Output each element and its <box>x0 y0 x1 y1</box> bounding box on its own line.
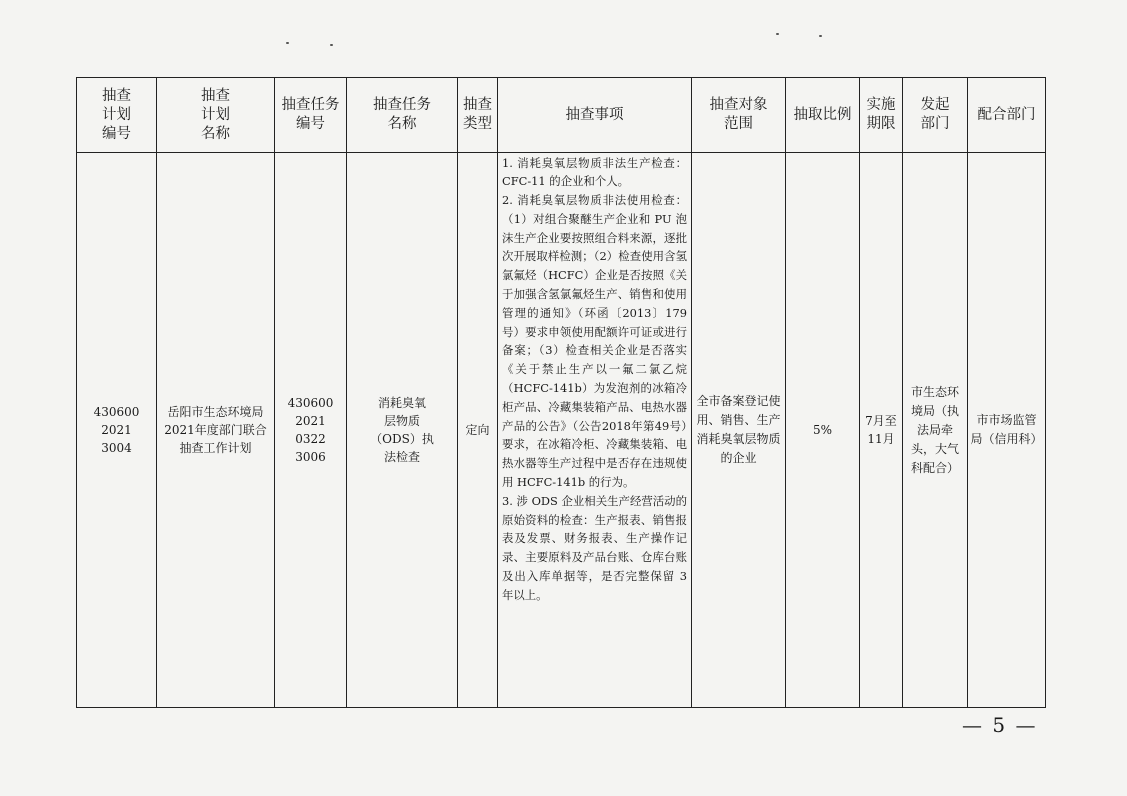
scan-speck <box>330 44 333 46</box>
type-cell: 定向 <box>458 153 498 708</box>
header-partner: 配合部门 <box>968 78 1046 153</box>
header-row <box>77 78 1046 153</box>
partner-cell: 市市场监管 局（信用科） <box>968 153 1046 708</box>
plan-no-cell: 430600 2021 3004 <box>77 153 157 708</box>
page-number: — 5 — <box>962 713 1038 737</box>
header-plan-name: 抽查 计划 名称 <box>157 78 275 153</box>
task-no-cell: 430600 2021 0322 3006 <box>275 153 347 708</box>
header-period: 实施 期限 <box>860 78 903 153</box>
header-scope: 抽查对象 范围 <box>692 78 786 153</box>
header-task-name: 抽查任务 名称 <box>347 78 458 153</box>
scan-speck <box>819 35 822 37</box>
items-list <box>498 154 691 707</box>
item-3: 3. 涉 ODS 企业相关生产经营活动的原始资料的检查：生产报表、销售报表及发票、财务报表、生产操作记录、主要原料及产品台账、仓库台账及出入库单据等，是否完整保留 3 年以上。 <box>502 493 687 602</box>
inspection-plan-table <box>76 77 1046 708</box>
scan-speck <box>776 33 779 35</box>
plan-name-cell: 岳阳市生态环境局 2021年度部门联合 抽查工作计划 <box>157 153 275 708</box>
header-initiator: 发起 部门 <box>903 78 968 153</box>
header-type: 抽查 类型 <box>458 78 498 153</box>
header-ratio: 抽取比例 <box>786 78 860 153</box>
scope-cell: 全市备案登记使用、销售、生产消耗臭氧层物质的企业 <box>692 153 786 708</box>
header-items: 抽查事项 <box>498 78 692 153</box>
period-cell: 7月至 11月 <box>860 153 903 708</box>
scan-speck <box>286 42 289 44</box>
table-row <box>77 153 1046 708</box>
item-1: 1. 消耗臭氧层物质非法生产检查：CFC-11 的企业和个人。 <box>502 155 687 189</box>
items-cell <box>498 153 692 708</box>
task-name-cell: 消耗臭氧 层物质 （ODS）执 法检查 <box>347 153 458 708</box>
item-2: 2. 消耗臭氧层物质非法使用检查：（1）对组合聚醚生产企业和 PU 泡沫生产企业要按照组合料来源，逐批次开展取样检测；（2）检查使用含氢氯氟烃（HCFC）企业是否按照《关于加强含氢氯氟烃生产、销售和使用管理的通知》（环函〔2013〕179号）要求申领使用配额许可证或进行备案；（3）检查相关企业是否落实《关于禁止生产以一氟二氯乙烷（HCFC-141b）为发泡剂的冰箱冷柜产品、冷藏集装箱产品、电热水器产品的公告》（公告2018年第49号）要求，在冰箱冷柜、冷藏集装箱、电热水器等生产过程中是否存在违规使用 HCFC-141b 的行为。 <box>502 193 687 490</box>
header-plan-no: 抽查 计划 编号 <box>77 78 157 153</box>
header-task-no: 抽查任务 编号 <box>275 78 347 153</box>
ratio-cell: 5% <box>786 153 860 708</box>
initiator-cell: 市生态环 境局（执 法局牵 头，大气 科配合） <box>903 153 968 708</box>
